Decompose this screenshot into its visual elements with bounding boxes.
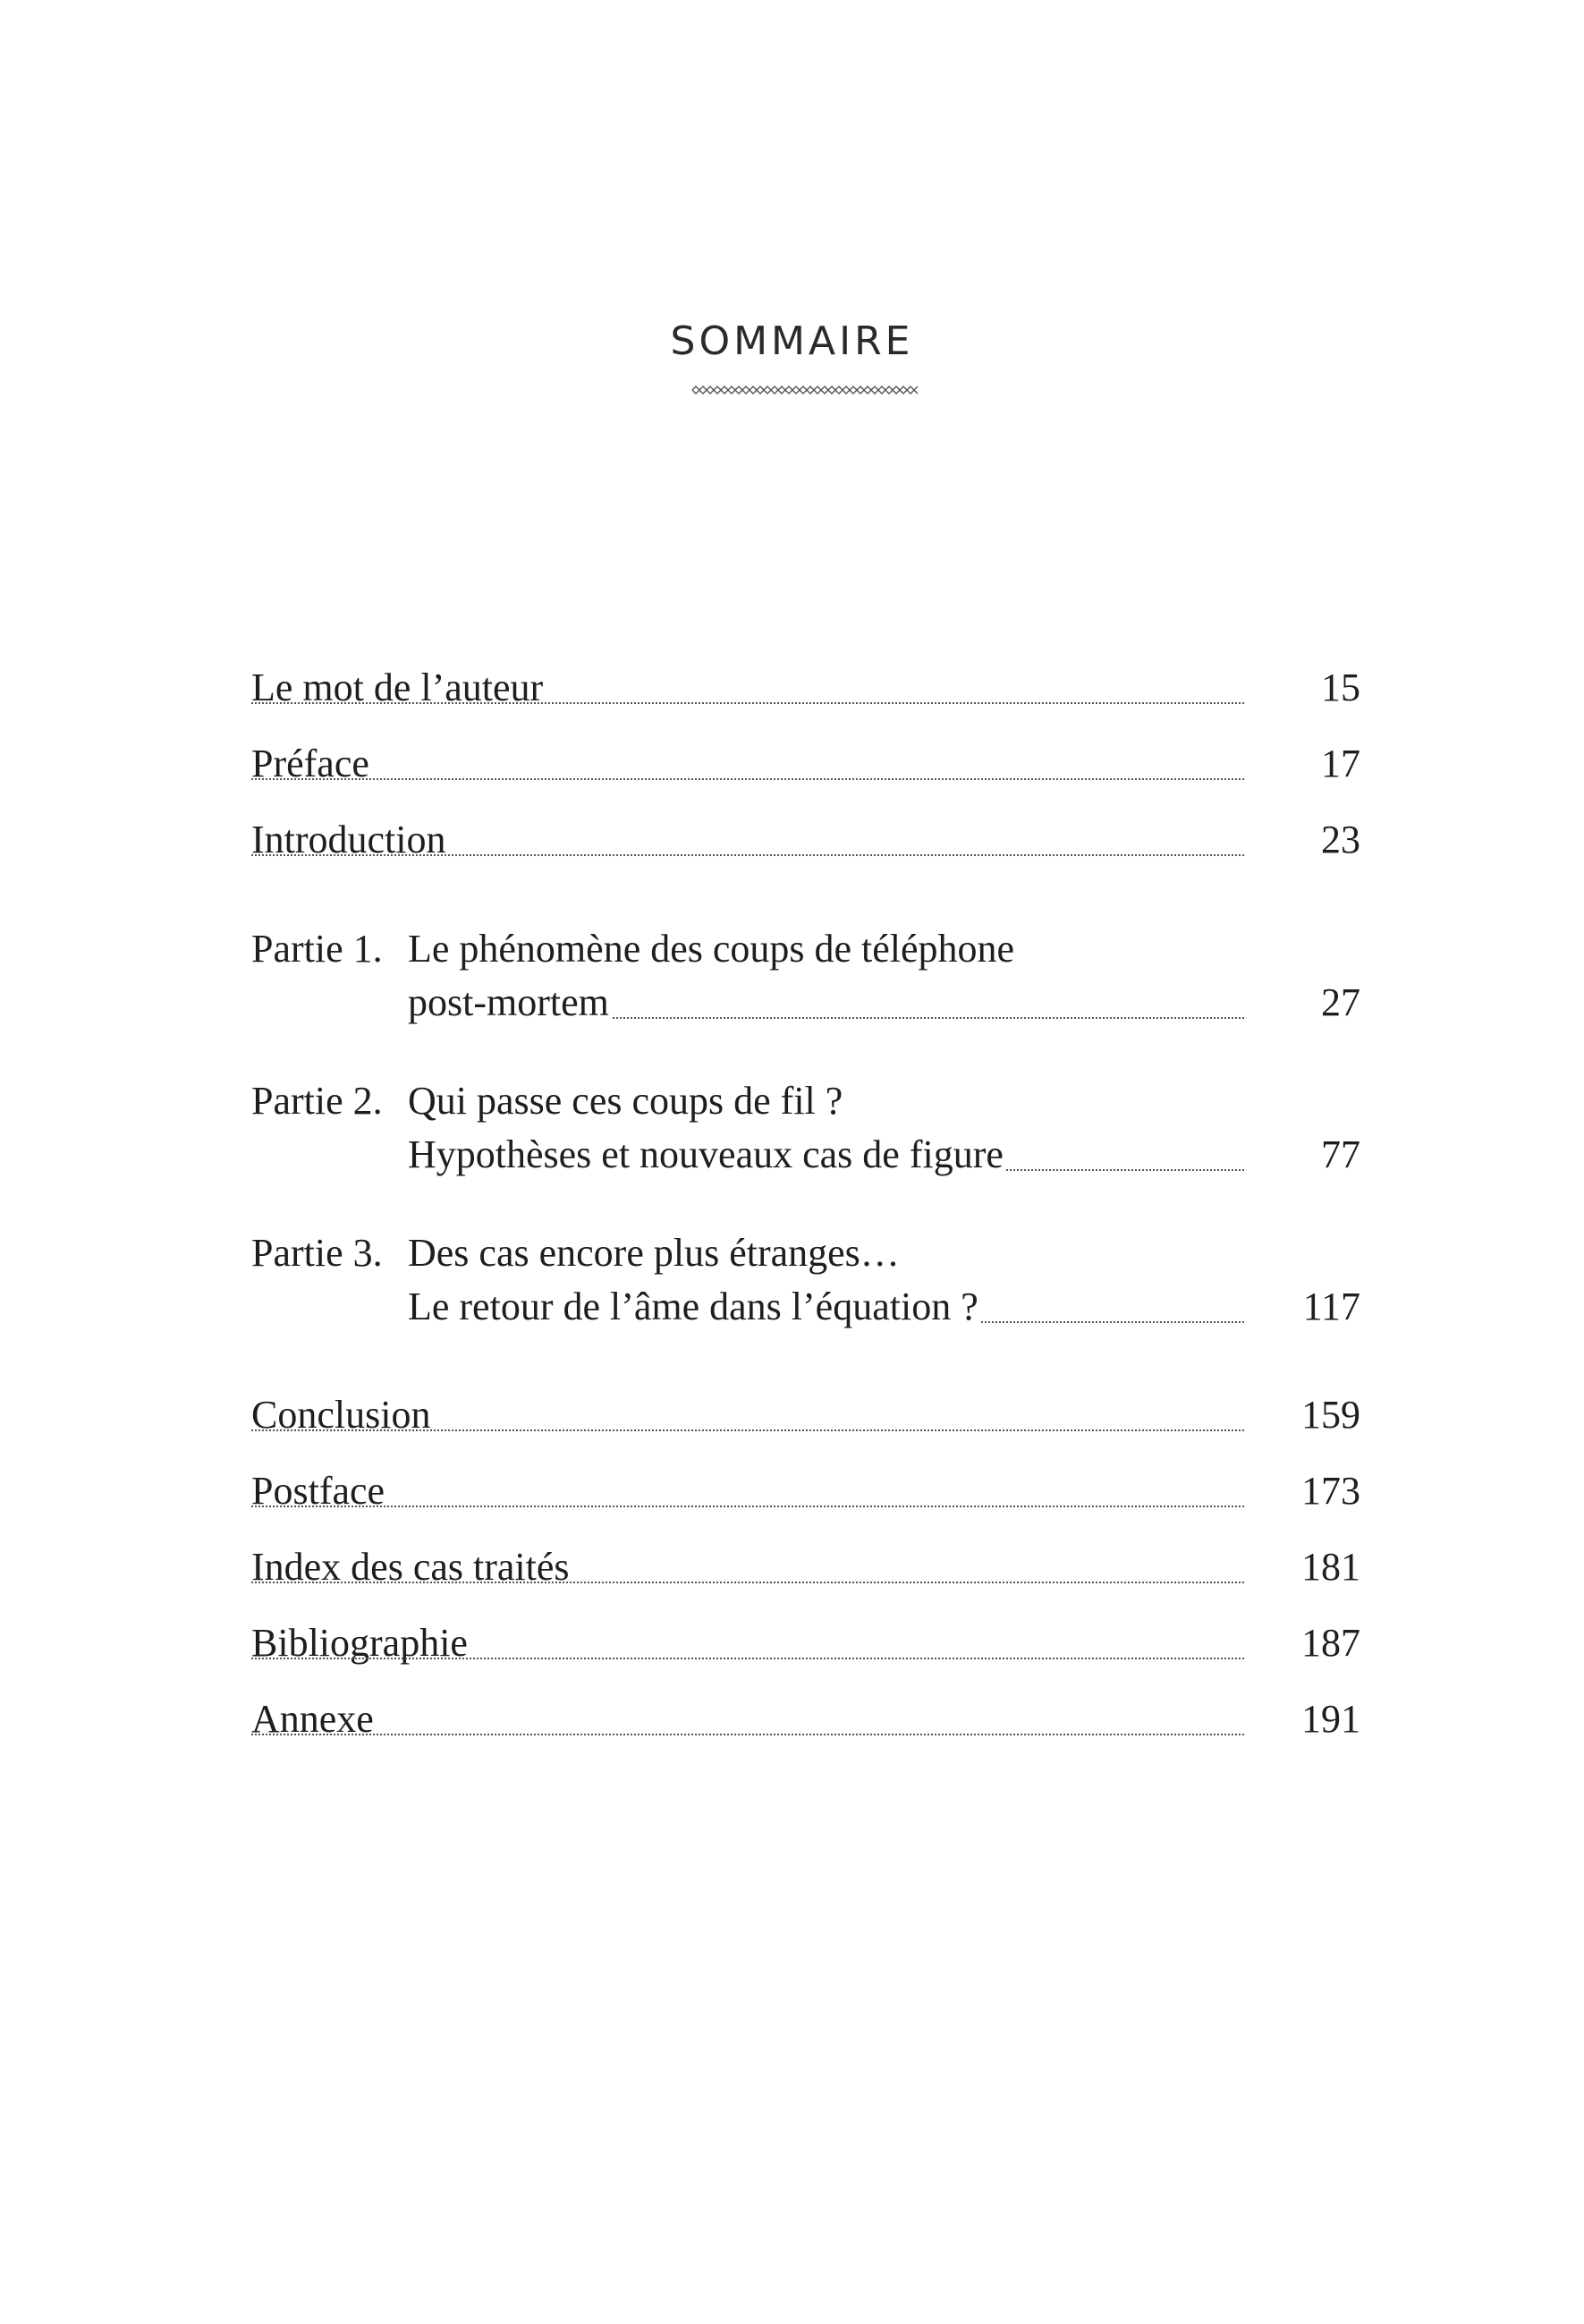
toc-entry-page: 77 — [1321, 1132, 1360, 1176]
toc-part-continuation[interactable] — [251, 1282, 1360, 1332]
toc-part-subtitle: Le retour de l’âme dans l’équation ? — [408, 1282, 980, 1332]
toc-part-heading[interactable] — [251, 1076, 1360, 1126]
toc-leader-dots — [251, 1654, 1244, 1659]
toc-entry-label: Conclusion — [251, 1390, 432, 1440]
toc-entry-label: Index des cas traités — [251, 1542, 572, 1592]
toc-entry[interactable] — [251, 1694, 1360, 1744]
toc-entry[interactable] — [251, 1390, 1360, 1440]
toc-entry[interactable] — [251, 1618, 1360, 1668]
toc-part-subtitle: Hypothèses et nouveaux cas de figure — [408, 1130, 1005, 1180]
toc-entry[interactable] — [251, 1466, 1360, 1516]
toc-leader-dots — [251, 699, 1244, 704]
toc-leader-dots — [251, 1502, 1244, 1507]
toc-entry-page: 159 — [1301, 1393, 1360, 1437]
toc-entry-label: Préface — [251, 739, 371, 789]
toc-entry-label: Bibliographie — [251, 1618, 470, 1668]
toc-entry-page: 173 — [1301, 1469, 1360, 1513]
toc-part-heading[interactable] — [251, 924, 1360, 974]
toc-part-number: Partie 1. — [251, 927, 383, 971]
toc-entry[interactable] — [251, 815, 1360, 865]
toc-part-title: Des cas encore plus étranges… — [408, 1231, 900, 1275]
page-title: SOMMAIRE — [670, 318, 914, 364]
toc-entry-page: 187 — [1301, 1621, 1360, 1665]
toc-leader-dots — [251, 851, 1244, 856]
toc-part-title: Qui passe ces coups de fil ? — [408, 1079, 843, 1123]
toc-part-heading[interactable] — [251, 1228, 1360, 1278]
toc-entry-page: 191 — [1301, 1697, 1360, 1741]
toc-leader-dots — [251, 1730, 1244, 1735]
toc-entry-page: 27 — [1321, 980, 1360, 1024]
title-underline-ornament — [690, 383, 918, 397]
toc-part-number: Partie 3. — [251, 1231, 383, 1275]
toc-entry-label: Le mot de l’auteur — [251, 663, 545, 713]
toc-part-continuation[interactable] — [251, 978, 1360, 1028]
toc-entry-label: Postface — [251, 1466, 386, 1516]
toc-entry-label: Annexe — [251, 1694, 376, 1744]
toc-entry[interactable] — [251, 1542, 1360, 1592]
toc-entry-page: 15 — [1321, 666, 1360, 709]
toc-entry-page: 117 — [1302, 1285, 1360, 1328]
toc-entry-page: 23 — [1321, 818, 1360, 861]
toc-entry-page: 181 — [1301, 1545, 1360, 1589]
toc-part-number: Partie 2. — [251, 1079, 383, 1123]
toc-leader-dots — [251, 1578, 1244, 1583]
toc-part-title: Le phénomène des coups de téléphone — [408, 927, 1015, 971]
toc-entry[interactable] — [251, 739, 1360, 789]
toc-leader-dots — [251, 1426, 1244, 1431]
toc-part-continuation[interactable] — [251, 1130, 1360, 1180]
toc-entry-label: Introduction — [251, 815, 448, 865]
toc-part-subtitle: post-mortem — [408, 978, 611, 1028]
toc-entry[interactable] — [251, 663, 1360, 713]
toc-leader-dots — [251, 775, 1244, 780]
toc-entry-page: 17 — [1321, 742, 1360, 785]
